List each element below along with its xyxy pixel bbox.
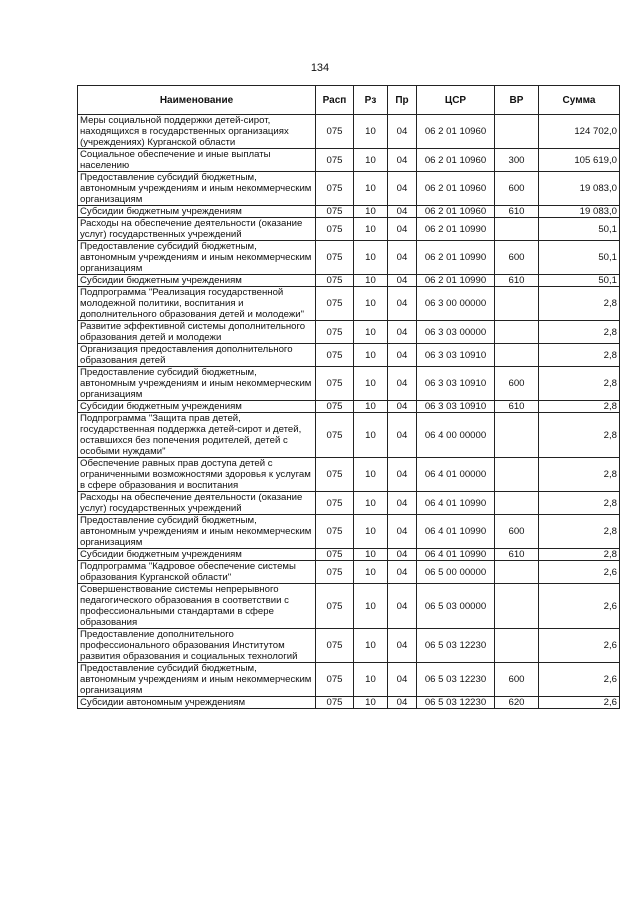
table-row [78, 321, 620, 344]
row-rz: 10 [354, 561, 388, 584]
row-rasp: 075 [316, 287, 354, 321]
row-rasp: 075 [316, 367, 354, 401]
row-rz: 10 [354, 663, 388, 697]
row-sum: 50,1 [539, 241, 620, 275]
row-rasp: 075 [316, 241, 354, 275]
row-csr: 06 3 03 10910 [417, 344, 495, 367]
row-sum: 19 083,0 [539, 172, 620, 206]
row-vr: 600 [495, 663, 539, 697]
row-vr [495, 115, 539, 149]
row-csr: 06 2 01 10960 [417, 115, 495, 149]
table-row [78, 413, 620, 458]
row-name: Развитие эффективной системы дополнительного образования детей и молодежи [78, 321, 316, 344]
row-rasp: 075 [316, 413, 354, 458]
row-sum: 2,6 [539, 663, 620, 697]
row-vr [495, 413, 539, 458]
row-vr [495, 287, 539, 321]
header-rasp: Расп [316, 86, 354, 115]
row-sum: 2,6 [539, 584, 620, 629]
row-vr [495, 218, 539, 241]
row-rasp: 075 [316, 218, 354, 241]
row-csr: 06 3 03 00000 [417, 321, 495, 344]
row-pr: 04 [388, 663, 417, 697]
header-vr: ВР [495, 86, 539, 115]
page-number: 134 [310, 62, 330, 74]
row-rz: 10 [354, 115, 388, 149]
row-pr: 04 [388, 584, 417, 629]
row-pr: 04 [388, 321, 417, 344]
row-csr: 06 5 03 12230 [417, 629, 495, 663]
row-vr [495, 629, 539, 663]
row-vr: 610 [495, 206, 539, 218]
header-sum: Сумма [539, 86, 620, 115]
row-rasp: 075 [316, 492, 354, 515]
row-csr: 06 5 00 00000 [417, 561, 495, 584]
row-name: Субсидии бюджетным учреждениям [78, 275, 316, 287]
row-sum: 2,8 [539, 492, 620, 515]
row-rasp: 075 [316, 697, 354, 709]
row-csr: 06 5 03 00000 [417, 584, 495, 629]
row-sum: 2,6 [539, 697, 620, 709]
row-pr: 04 [388, 458, 417, 492]
row-sum: 105 619,0 [539, 149, 620, 172]
row-rz: 10 [354, 218, 388, 241]
row-rasp: 075 [316, 172, 354, 206]
row-rz: 10 [354, 275, 388, 287]
row-name: Предоставление субсидий бюджетным, автономным учреждениям и иным некоммерческим организациям [78, 172, 316, 206]
row-sum: 2,8 [539, 549, 620, 561]
row-rz: 10 [354, 697, 388, 709]
table-row [78, 218, 620, 241]
row-vr: 300 [495, 149, 539, 172]
row-rasp: 075 [316, 275, 354, 287]
row-rasp: 075 [316, 549, 354, 561]
row-csr: 06 3 03 10910 [417, 367, 495, 401]
row-csr: 06 3 03 10910 [417, 401, 495, 413]
row-rz: 10 [354, 549, 388, 561]
row-vr: 610 [495, 401, 539, 413]
row-csr: 06 2 01 10960 [417, 206, 495, 218]
table-header-row [78, 86, 620, 115]
row-pr: 04 [388, 344, 417, 367]
table-row [78, 458, 620, 492]
table-row [78, 515, 620, 549]
row-pr: 04 [388, 218, 417, 241]
row-csr: 06 5 03 12230 [417, 697, 495, 709]
header-rz: Рз [354, 86, 388, 115]
table-row [78, 584, 620, 629]
row-name: Расходы на обеспечение деятельности (оказание услуг) государственных учреждений [78, 218, 316, 241]
row-rz: 10 [354, 206, 388, 218]
table-row [78, 697, 620, 709]
header-name: Наименование [78, 86, 316, 115]
row-sum: 2,8 [539, 367, 620, 401]
row-vr [495, 561, 539, 584]
row-rasp: 075 [316, 344, 354, 367]
row-vr [495, 584, 539, 629]
table-row [78, 344, 620, 367]
row-sum: 2,6 [539, 629, 620, 663]
table-row [78, 663, 620, 697]
row-sum: 2,8 [539, 287, 620, 321]
row-sum: 2,8 [539, 413, 620, 458]
row-csr: 06 2 01 10960 [417, 172, 495, 206]
row-rasp: 075 [316, 115, 354, 149]
row-rz: 10 [354, 584, 388, 629]
row-pr: 04 [388, 561, 417, 584]
row-name: Подпрограмма "Кадровое обеспечение системы образования Курганской области" [78, 561, 316, 584]
row-vr: 600 [495, 241, 539, 275]
row-rz: 10 [354, 149, 388, 172]
row-rz: 10 [354, 401, 388, 413]
row-sum: 50,1 [539, 218, 620, 241]
row-csr: 06 4 00 00000 [417, 413, 495, 458]
header-pr: Пр [388, 86, 417, 115]
row-rz: 10 [354, 287, 388, 321]
row-rasp: 075 [316, 458, 354, 492]
table-row [78, 172, 620, 206]
row-name: Субсидии бюджетным учреждениям [78, 549, 316, 561]
row-vr: 610 [495, 549, 539, 561]
row-csr: 06 4 01 10990 [417, 492, 495, 515]
row-name: Предоставление дополнительного профессионального образования Институтом развития образования и социальных технологий [78, 629, 316, 663]
row-sum: 124 702,0 [539, 115, 620, 149]
row-pr: 04 [388, 492, 417, 515]
row-pr: 04 [388, 115, 417, 149]
table-row [78, 401, 620, 413]
row-name: Организация предоставления дополнительного образования детей [78, 344, 316, 367]
row-csr: 06 2 01 10990 [417, 218, 495, 241]
row-rasp: 075 [316, 663, 354, 697]
row-vr [495, 321, 539, 344]
row-sum: 19 083,0 [539, 206, 620, 218]
row-csr: 06 2 01 10960 [417, 149, 495, 172]
row-csr: 06 2 01 10990 [417, 275, 495, 287]
row-name: Предоставление субсидий бюджетным, автономным учреждениям и иным некоммерческим организациям [78, 241, 316, 275]
table-row [78, 275, 620, 287]
table-row [78, 367, 620, 401]
row-rz: 10 [354, 515, 388, 549]
row-rasp: 075 [316, 515, 354, 549]
row-pr: 04 [388, 287, 417, 321]
row-vr: 600 [495, 367, 539, 401]
table-row [78, 241, 620, 275]
row-sum: 2,8 [539, 458, 620, 492]
row-rz: 10 [354, 413, 388, 458]
row-rasp: 075 [316, 561, 354, 584]
row-rz: 10 [354, 241, 388, 275]
row-name: Субсидии автономным учреждениям [78, 697, 316, 709]
row-pr: 04 [388, 549, 417, 561]
row-name: Субсидии бюджетным учреждениям [78, 401, 316, 413]
row-sum: 2,8 [539, 321, 620, 344]
row-rz: 10 [354, 367, 388, 401]
row-rz: 10 [354, 344, 388, 367]
row-name: Обеспечение равных прав доступа детей с ограниченными возможностями здоровья к услугам в сфере образования и воспитания [78, 458, 316, 492]
table-row [78, 629, 620, 663]
row-sum: 2,8 [539, 515, 620, 549]
row-pr: 04 [388, 206, 417, 218]
row-rz: 10 [354, 629, 388, 663]
row-name: Социальное обеспечение и иные выплаты населению [78, 149, 316, 172]
row-vr: 600 [495, 172, 539, 206]
row-rasp: 075 [316, 629, 354, 663]
row-sum: 2,8 [539, 344, 620, 367]
row-rasp: 075 [316, 321, 354, 344]
row-vr: 610 [495, 275, 539, 287]
row-rz: 10 [354, 458, 388, 492]
table-row [78, 206, 620, 218]
row-sum: 2,6 [539, 561, 620, 584]
row-vr: 620 [495, 697, 539, 709]
row-rz: 10 [354, 321, 388, 344]
row-csr: 06 5 03 12230 [417, 663, 495, 697]
table-row [78, 561, 620, 584]
row-sum: 50,1 [539, 275, 620, 287]
row-pr: 04 [388, 413, 417, 458]
table-body [78, 115, 620, 709]
row-name: Субсидии бюджетным учреждениям [78, 206, 316, 218]
row-vr [495, 492, 539, 515]
row-name: Предоставление субсидий бюджетным, автономным учреждениям и иным некоммерческим организациям [78, 663, 316, 697]
row-pr: 04 [388, 697, 417, 709]
row-pr: 04 [388, 241, 417, 275]
row-name: Подпрограмма "Реализация государственной молодежной политики, воспитания и дополнительного образования детей и молодежи" [78, 287, 316, 321]
table-row [78, 149, 620, 172]
row-pr: 04 [388, 629, 417, 663]
row-name: Совершенствование системы непрерывного педагогического образования в соответствии с профессиональными стандартами в сфере образования [78, 584, 316, 629]
row-csr: 06 2 01 10990 [417, 241, 495, 275]
row-name: Меры социальной поддержки детей-сирот, находящихся в государственных организациях (учреждениях) Курганской области [78, 115, 316, 149]
header-csr: ЦСР [417, 86, 495, 115]
row-pr: 04 [388, 275, 417, 287]
row-rz: 10 [354, 172, 388, 206]
row-sum: 2,8 [539, 401, 620, 413]
row-csr: 06 4 01 00000 [417, 458, 495, 492]
table-row [78, 492, 620, 515]
row-vr [495, 344, 539, 367]
row-vr [495, 458, 539, 492]
row-rasp: 075 [316, 584, 354, 629]
budget-table [77, 85, 620, 709]
table-row [78, 287, 620, 321]
row-rz: 10 [354, 492, 388, 515]
row-pr: 04 [388, 149, 417, 172]
row-name: Предоставление субсидий бюджетным, автономным учреждениям и иным некоммерческим организациям [78, 367, 316, 401]
row-csr: 06 3 00 00000 [417, 287, 495, 321]
row-pr: 04 [388, 172, 417, 206]
row-name: Предоставление субсидий бюджетным, автономным учреждениям и иным некоммерческим организациям [78, 515, 316, 549]
row-rasp: 075 [316, 206, 354, 218]
table-row [78, 549, 620, 561]
row-name: Подпрограмма "Защита прав детей, государственная поддержка детей-сирот и детей, оставшихся без попечения родителей, детей с особыми нуждами" [78, 413, 316, 458]
row-rasp: 075 [316, 149, 354, 172]
row-vr: 600 [495, 515, 539, 549]
table-row [78, 115, 620, 149]
row-csr: 06 4 01 10990 [417, 549, 495, 561]
row-pr: 04 [388, 401, 417, 413]
row-name: Расходы на обеспечение деятельности (оказание услуг) государственных учреждений [78, 492, 316, 515]
row-rasp: 075 [316, 401, 354, 413]
row-csr: 06 4 01 10990 [417, 515, 495, 549]
row-pr: 04 [388, 367, 417, 401]
row-pr: 04 [388, 515, 417, 549]
